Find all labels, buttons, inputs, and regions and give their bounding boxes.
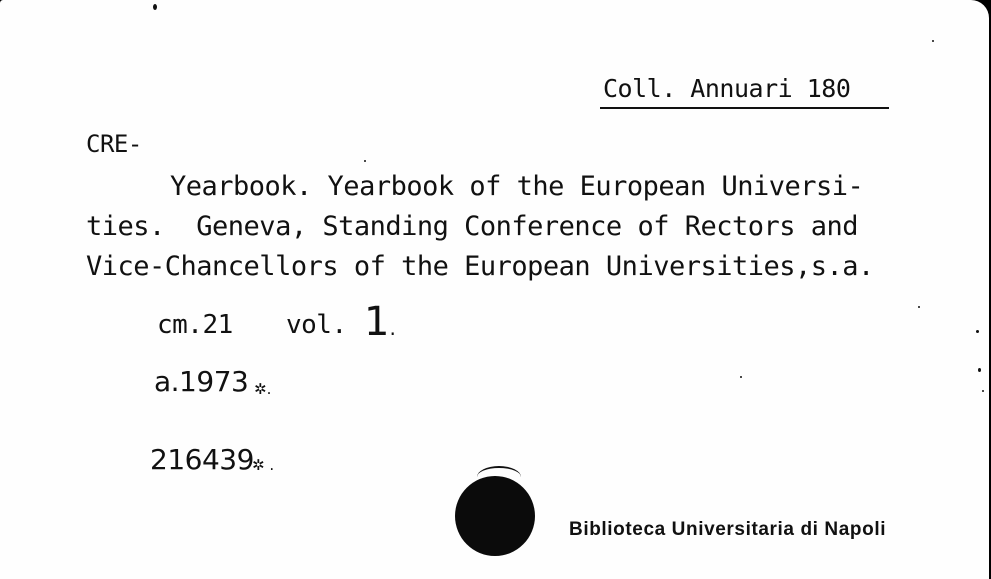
description-line-1: Yearbook. Yearbook of the European Universi- [170,171,864,202]
ink-speck [740,376,742,378]
size: cm.21 [157,310,233,340]
volume-mark: . [389,316,396,340]
ink-speck [364,160,366,162]
library-stamp: Biblioteca Universitaria di Napoli [569,519,887,540]
inventory-number: 216439 [150,443,254,476]
ink-speck [978,368,981,372]
library-seal-icon [455,476,535,556]
year: a.1973 [154,365,249,398]
volume-number [364,299,396,345]
ink-speck [153,4,157,10]
ink-speck [918,306,920,308]
ink-speck [976,330,979,333]
heading: CRE- [86,130,142,158]
shelfmark: Coll. Annuari 180 [603,74,851,103]
ink-speck [932,40,934,42]
description-line-3: Vice-Chancellors of the European Universities,s.a. [86,251,874,282]
inventory-mark: ✲ . [252,456,275,474]
year-mark: ✲. [254,380,272,398]
volume-label: vol. [286,310,347,340]
description-line-2: ties. Geneva, Standing Conference of Rectors and [86,211,859,242]
shelfmark-underline [600,107,889,109]
ink-speck [982,390,984,392]
volume-number-value: 1 [364,299,390,345]
